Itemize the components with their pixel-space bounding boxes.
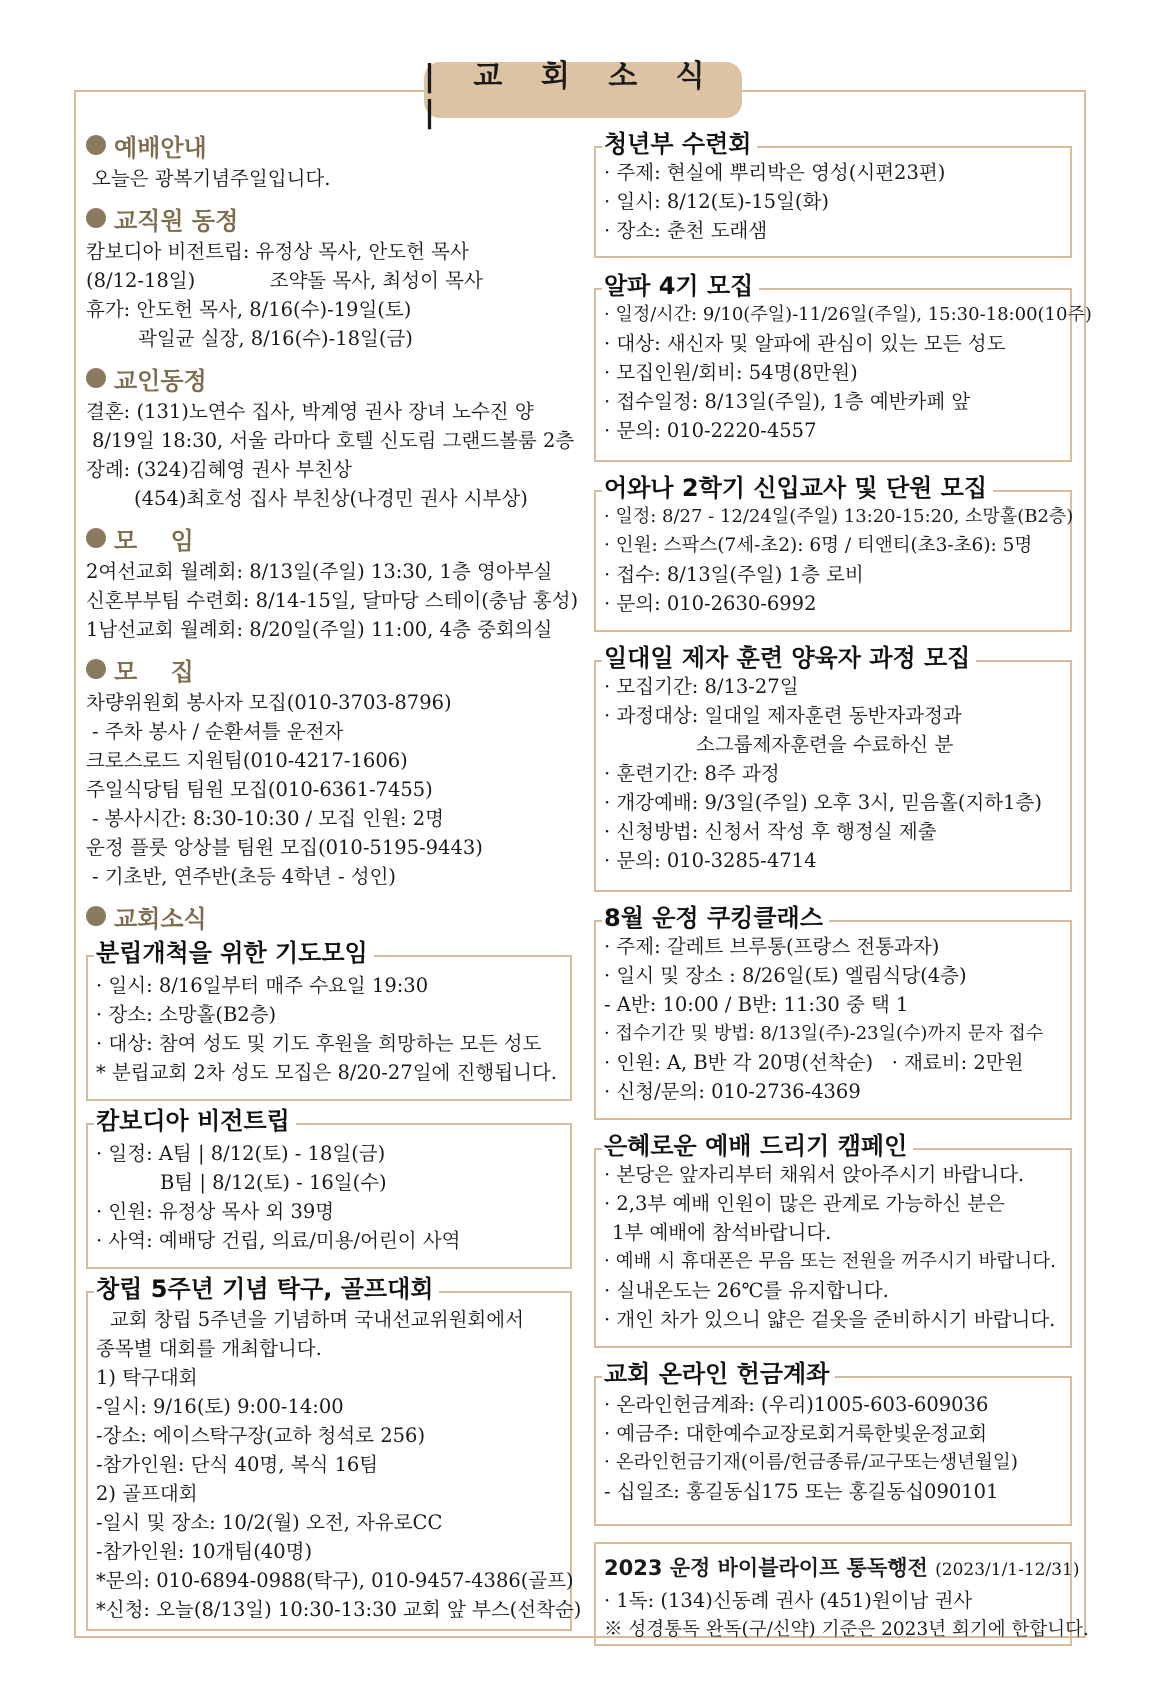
section-news <box>86 897 572 935</box>
text-line: · 예금주: 대한예수교장로회거룩한빛운정교회 <box>604 1422 988 1445</box>
text-line: - 봉사시간: 8:30-10:30 / 모집 인원: 2명 <box>92 807 445 830</box>
text-line: 1부 예배에 참석바랍니다. <box>612 1221 832 1244</box>
text-line: (454)최호성 집사 부친상(나경민 권사 시부상) <box>134 487 528 510</box>
text-line: 운정 플룻 앙상블 팀원 모집(010-5195-9443) <box>86 836 483 859</box>
text-line: 1남선교회 월례회: 8/20일(주일) 11:00, 4층 중회의실 <box>86 618 553 641</box>
text-line: · 일정: A팀 | 8/12(토) - 18일(금) <box>96 1142 386 1165</box>
page-title: | 교 회 소 식 | <box>424 62 742 118</box>
box-online-offering <box>594 1360 1072 1526</box>
section-title: 교회소식 <box>114 904 207 933</box>
box-title: 창립 5주년 기념 탁구, 골프대회 <box>94 1269 439 1304</box>
section-meetings <box>86 519 572 557</box>
text-line: · 장소: 소망홀(B2층) <box>96 1003 277 1026</box>
box-title: 알파 4기 모집 <box>602 266 759 301</box>
text-line: 캄보디아 비전트립: 유정상 목사, 안도헌 목사 <box>86 240 469 263</box>
text-line: · 주제: 갈레트 브루통(프랑스 전통과자) <box>604 935 940 958</box>
text-line: · 접수: 8/13일(주일) 1층 로비 <box>604 563 864 586</box>
box-youth-retreat <box>594 130 1072 258</box>
text-line: · 일정/시간: 9/10(주일)-11/26일(주일), 15:30-18:00(10주) <box>604 304 1092 325</box>
left-column <box>86 100 582 1631</box>
text-line: 장례: (324)김혜영 권사 부친상 <box>86 458 352 481</box>
box-cooking-class <box>594 904 1072 1120</box>
text-line: · 온라인헌금기재(이름/헌금종류/교구또는생년월일) <box>604 1452 1018 1473</box>
box-title: 캄보디아 비전트립 <box>94 1101 296 1136</box>
text-line: · 주제: 현실에 뿌리박은 영성(시편23편) <box>604 161 946 184</box>
text-line: · 인원: A, B반 각 20명(선착순) · 재료비: 2만원 <box>604 1051 1024 1074</box>
section-title: 모 임 <box>114 526 194 555</box>
box-discipleship-recruit <box>594 644 1072 892</box>
text-line: · 인원: 유정상 목사 외 39명 <box>96 1200 335 1223</box>
text-line: - 기초반, 연주반(초등 4학년 - 성인) <box>92 865 397 888</box>
section-title: 예배안내 <box>114 133 207 162</box>
text-line: 2여선교회 월례회: 8/13일(주일) 13:30, 1층 영아부실 <box>86 560 553 583</box>
text-line: 오늘은 광복기념주일입니다. <box>92 167 331 190</box>
text-line: - 주차 봉사 / 순환셔틀 운전자 <box>92 720 344 743</box>
text-line: -참가인원: 10개팀(40명) <box>96 1540 313 1563</box>
text-line: 휴가: 안도헌 목사, 8/16(수)-19일(토) <box>86 298 412 321</box>
text-line: 소그룹제자훈련을 수료하신 분 <box>696 733 954 756</box>
box-cambodia-trip <box>86 1107 572 1269</box>
text-line: 2) 골프대회 <box>96 1482 198 1505</box>
right-column <box>594 100 1092 1646</box>
text-line: · 대상: 새신자 및 알파에 관심이 있는 모든 성도 <box>604 332 1006 355</box>
box-bible-reading <box>594 1542 1089 1646</box>
text-line: · 과정대상: 일대일 제자훈련 동반자과정과 <box>604 704 962 727</box>
box-title: 교회 온라인 헌금계좌 <box>602 1354 835 1389</box>
text-line: · 문의: 010-2220-4557 <box>604 419 817 442</box>
text-line: (8/12-18일) 조약돌 목사, 최성이 목사 <box>86 269 483 292</box>
box-alpha-recruit <box>594 272 1092 462</box>
box-title: 은혜로운 예배 드리기 캠페인 <box>602 1126 913 1161</box>
text-line: · 모집인원/회비: 54명(8만원) <box>604 361 858 384</box>
text-line: · 접수기간 및 방법: 8/13일(주)-23일(수)까지 문자 접수 <box>604 1023 1044 1044</box>
text-line: *신청: 오늘(8/13일) 10:30-13:30 교회 앞 부스(선착순) <box>96 1598 582 1621</box>
text-line: · 개강예배: 9/3일(주일) 오후 3시, 믿음홀(지하1층) <box>604 791 1042 814</box>
text-line: 주일식당팀 팀원 모집(010-6361-7455) <box>86 778 433 801</box>
text-line: · 접수일정: 8/13일(주일), 1층 예반카페 앞 <box>604 390 971 413</box>
box-worship-campaign <box>594 1132 1072 1348</box>
text-line: · 1독: (134)신동례 권사 (451)원이남 권사 <box>604 1589 973 1612</box>
text-line: · 예배 시 휴대폰은 무음 또는 전원을 꺼주시기 바랍니다. <box>604 1251 1056 1272</box>
box-title: 일대일 제자 훈련 양육자 과정 모집 <box>602 638 976 673</box>
section-worship <box>86 126 572 164</box>
bullet-dot-icon <box>86 906 106 926</box>
text-line: 8/19일 18:30, 서울 라마다 호텔 신도림 그랜드볼룸 2층 <box>92 429 575 452</box>
text-line: · 대상: 참여 성도 및 기도 후원을 희망하는 모든 성도 <box>96 1032 542 1055</box>
text-line: 교회 창립 5주년을 기념하며 국내선교위원회에서 <box>110 1308 524 1331</box>
box-awana-recruit <box>594 474 1074 632</box>
box-title: 8월 운정 쿠킹클래스 <box>602 898 829 933</box>
text-line: -참가인원: 단식 40명, 복식 16팀 <box>96 1453 379 1476</box>
section-members <box>86 359 572 397</box>
bullet-dot-icon <box>86 135 106 155</box>
section-title: 모 집 <box>114 657 194 686</box>
box-prayer-meeting <box>86 939 572 1101</box>
text-line: -일시 및 장소: 10/2(월) 오전, 자유로CC <box>96 1511 443 1534</box>
bullet-dot-icon <box>86 528 106 548</box>
text-line: · 본당은 앞자리부터 채워서 앉아주시기 바랍니다. <box>604 1163 1025 1186</box>
text-line: ※ 성경통독 완독(구/신약) 기준은 2023년 회기에 한합니다. <box>604 1619 1089 1640</box>
section-title: 교직원 동정 <box>114 206 239 235</box>
text-line: · 장소: 춘천 도래샘 <box>604 219 768 242</box>
text-line: 결혼: (131)노연수 집사, 박계영 권사 장녀 노수진 양 <box>86 400 534 423</box>
text-line: · 2,3부 예배 인원이 많은 관계로 가능하신 분은 <box>604 1192 1005 1215</box>
text-line: · 문의: 010-3285-4714 <box>604 849 817 872</box>
text-line: -장소: 에이스탁구장(교하 청석로 256) <box>96 1424 426 1447</box>
text-line: · 온라인헌금계좌: (우리)1005-603-609036 <box>604 1393 989 1416</box>
text-line: 크로스로드 지원팀(010-4217-1606) <box>86 749 408 772</box>
text-line: 곽일균 실장, 8/16(수)-18일(금) <box>138 327 413 350</box>
section-title: 교인동정 <box>114 366 207 395</box>
text-line: 종목별 대회를 개최합니다. <box>96 1337 322 1360</box>
section-staff <box>86 199 572 237</box>
text-line: -일시: 9/16(토) 9:00-14:00 <box>96 1395 344 1418</box>
bullet-dot-icon <box>86 659 106 679</box>
text-line: · 개인 차가 있으니 얇은 겉옷을 준비하시기 바랍니다. <box>604 1308 1056 1331</box>
box-title-row <box>604 1552 1080 1586</box>
text-line: · 일시 및 장소 : 8/26일(토) 엘림식당(4층) <box>604 964 967 987</box>
section-recruit <box>86 650 572 688</box>
text-line: * 분립교회 2차 성도 모집은 8/20-27일에 진행됩니다. <box>96 1061 557 1084</box>
text-line: · 인원: 스팍스(7세-초2): 6명 / 티앤티(초3-초6): 5명 <box>604 535 1033 556</box>
text-line: · 일시: 8/16일부터 매주 수요일 19:30 <box>96 974 429 997</box>
box-title: 어와나 2학기 신입교사 및 단원 모집 <box>602 468 993 503</box>
text-line: *문의: 010-6894-0988(탁구), 010-9457-4386(골프) <box>96 1569 574 1592</box>
text-line: 차량위원회 봉사자 모집(010-3703-8796) <box>86 691 452 714</box>
text-line: 신혼부부팀 수련회: 8/14-15일, 달마당 스테이(충남 홍성) <box>86 589 579 612</box>
text-line: · 신청방법: 신청서 작성 후 행정실 제출 <box>604 820 937 843</box>
text-line: · 일시: 8/12(토)-15일(화) <box>604 190 829 213</box>
text-line: · 실내온도는 26℃를 유지합니다. <box>604 1279 889 1302</box>
box-title: 2023 운정 바이블라이프 통독행전 <box>604 1556 928 1580</box>
box-anniversary-tournament <box>86 1275 582 1631</box>
text-line: · 훈련기간: 8주 과정 <box>604 762 780 785</box>
text-line: · 신청/문의: 010-2736-4369 <box>604 1080 861 1103</box>
box-title: 분립개척을 위한 기도모임 <box>94 933 374 968</box>
text-line: - 십일조: 홍길동십175 또는 홍길동십090101 <box>604 1480 999 1503</box>
bullet-dot-icon <box>86 208 106 228</box>
text-line: · 일정: 8/27 - 12/24일(주일) 13:20-15:20, 소망홀(B2층) <box>604 506 1074 527</box>
text-line: · 사역: 예배당 건립, 의료/미용/어린이 사역 <box>96 1229 461 1252</box>
text-line: · 모집기간: 8/13-27일 <box>604 675 799 698</box>
text-line: B팀 | 8/12(토) - 16일(수) <box>160 1171 387 1194</box>
text-line: · 문의: 010-2630-6992 <box>604 592 817 615</box>
box-title: 청년부 수련회 <box>602 124 757 159</box>
text-line: 1) 탁구대회 <box>96 1366 198 1389</box>
bullet-dot-icon <box>86 368 106 388</box>
text-line: - A반: 10:00 / B반: 11:30 중 택 1 <box>604 993 909 1016</box>
box-subtitle: (2023/1/1-12/31) <box>935 1560 1080 1580</box>
